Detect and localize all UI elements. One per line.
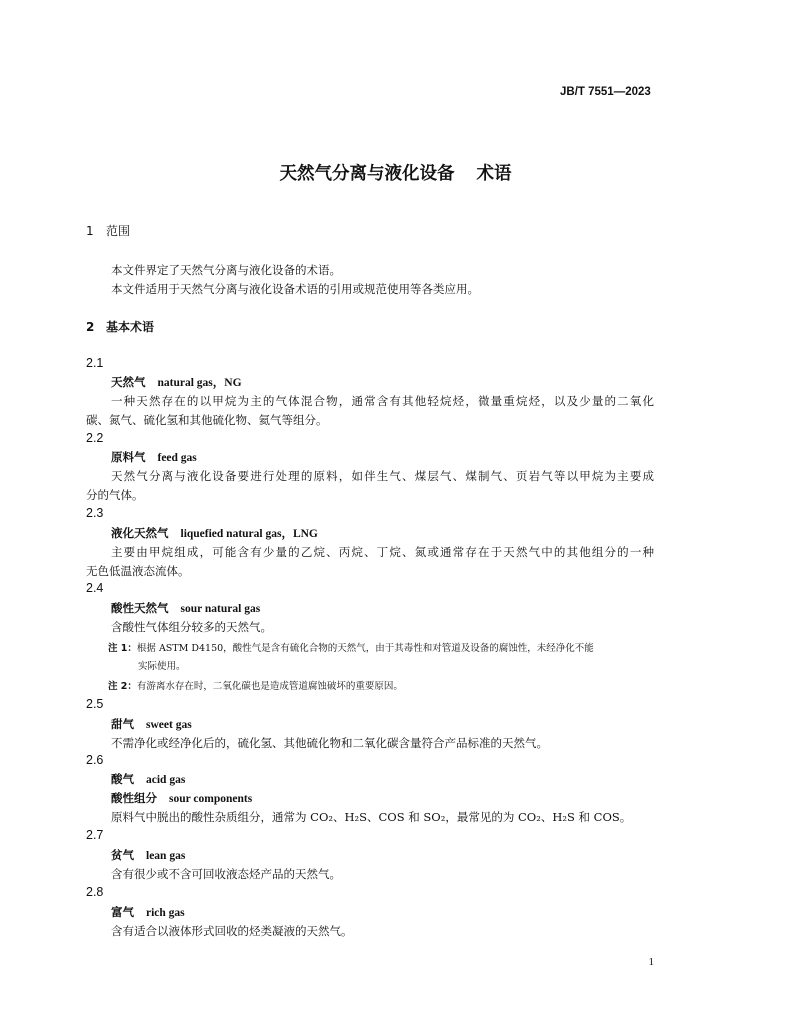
term-number: 2.3 [86,506,104,520]
term-number: 2.7 [86,828,104,842]
term-number: 2.8 [86,885,104,899]
term-number: 2.6 [86,753,104,767]
definition-line: 天然气分离与液化设备要进行处理的原料，如伴生气、煤层气、煤制气、页岩气等以甲烷为主要成 [111,469,654,483]
section-1-heading [86,222,130,239]
term-english: natural gas，NG [157,377,242,389]
note-text: 根据 ASTM D4150，酸性气是含有硫化合物的天然气，由于其毒性和对管道及设备的腐蚀性，未经净化不能 [136,643,594,654]
note-continuation: 实际使用。 [138,661,186,672]
document-title [0,160,791,185]
scope-paragraph: 本文件界定了天然气分离与液化设备的术语。 [111,263,341,277]
definition-line: 分的气体。 [86,488,144,502]
term-definition [111,393,654,409]
term-definition: 含酸性气体组分较多的天然气。 [111,620,272,634]
term-english: sweet gas [146,719,192,731]
definition-line: 碳、氮气、硫化氢和其他硫化物、氦气等组分。 [86,413,328,427]
title-suffix: 术语 [476,164,512,184]
term-english: lean gas [146,850,186,862]
term-definition: 原料气中脱出的酸性杂质组分，通常为 CO₂、H₂S、COS 和 SO₂，最常见的为 CO₂、H₂S 和 COS。 [111,810,632,824]
note-2 [108,678,403,692]
term-entry [111,847,185,863]
note-label: 注 1： [108,643,137,654]
term-chinese: 原料气 [111,450,146,464]
term-chinese: 天然气 [111,375,146,389]
note-label: 注 2： [108,681,137,692]
term-chinese: 贫气 [111,848,134,862]
definition-line: 无色低温液态流体。 [86,564,190,578]
section-title: 基本术语 [106,320,155,334]
page-number: 1 [648,956,654,968]
term-english: liquefied natural gas，LNG [180,528,318,540]
term-english: acid gas [146,774,186,786]
section-2-heading [86,318,154,335]
definition-line: 一种天然存在的以甲烷为主的气体混合物，通常含有其他轻烷烃，微量重烷烃，以及少量的二氧化 [111,394,654,408]
scope-paragraph: 本文件适用于天然气分离与液化设备术语的引用或规范使用等各类应用。 [111,282,479,296]
term-entry [111,716,192,732]
definition-line: 主要由甲烷组成，可能含有少量的乙烷、丙烷、丁烷、氮或通常存在于天然气中的其他组分的一种 [111,545,654,559]
title-main: 天然气分离与液化设备 [279,164,455,184]
term-definition [111,468,654,484]
term-entry [111,771,185,787]
term-entry [111,600,260,616]
term-chinese: 酸气 [111,772,134,786]
term-number: 2.1 [86,356,104,370]
term-definition [111,544,654,560]
term-chinese: 酸性组分 [111,791,157,805]
term-entry [111,525,318,541]
term-chinese: 富气 [111,905,134,919]
term-number: 2.5 [86,697,104,711]
note-text: 有游离水存在时，二氧化碳也是造成管道腐蚀破坏的重要原因。 [136,681,403,692]
section-number: 1 [86,224,94,238]
term-chinese: 甜气 [111,717,134,731]
term-english: rich gas [146,907,185,919]
term-entry [111,904,185,920]
term-definition: 含有很少或不含可回收液态烃产品的天然气。 [111,867,341,881]
term-entry [111,449,197,465]
term-number: 2.2 [86,431,104,445]
term-english: feed gas [157,452,197,464]
term-definition: 含有适合以液体形式回收的烃类凝液的天然气。 [111,924,353,938]
section-title: 范围 [106,224,131,238]
note-1 [108,640,594,654]
term-number: 2.4 [86,581,104,595]
term-definition: 不需净化或经净化后的，硫化氢、其他硫化物和二氧化碳含量符合产品标准的天然气。 [111,736,548,750]
term-entry-synonym [111,790,252,806]
term-chinese: 液化天然气 [111,526,169,540]
section-number: 2 [86,320,95,334]
standard-number: JB/T 7551—2023 [560,86,651,98]
term-english: sour natural gas [180,603,261,615]
term-chinese: 酸性天然气 [111,601,169,615]
term-english: sour components [169,793,253,805]
term-entry [111,374,242,390]
